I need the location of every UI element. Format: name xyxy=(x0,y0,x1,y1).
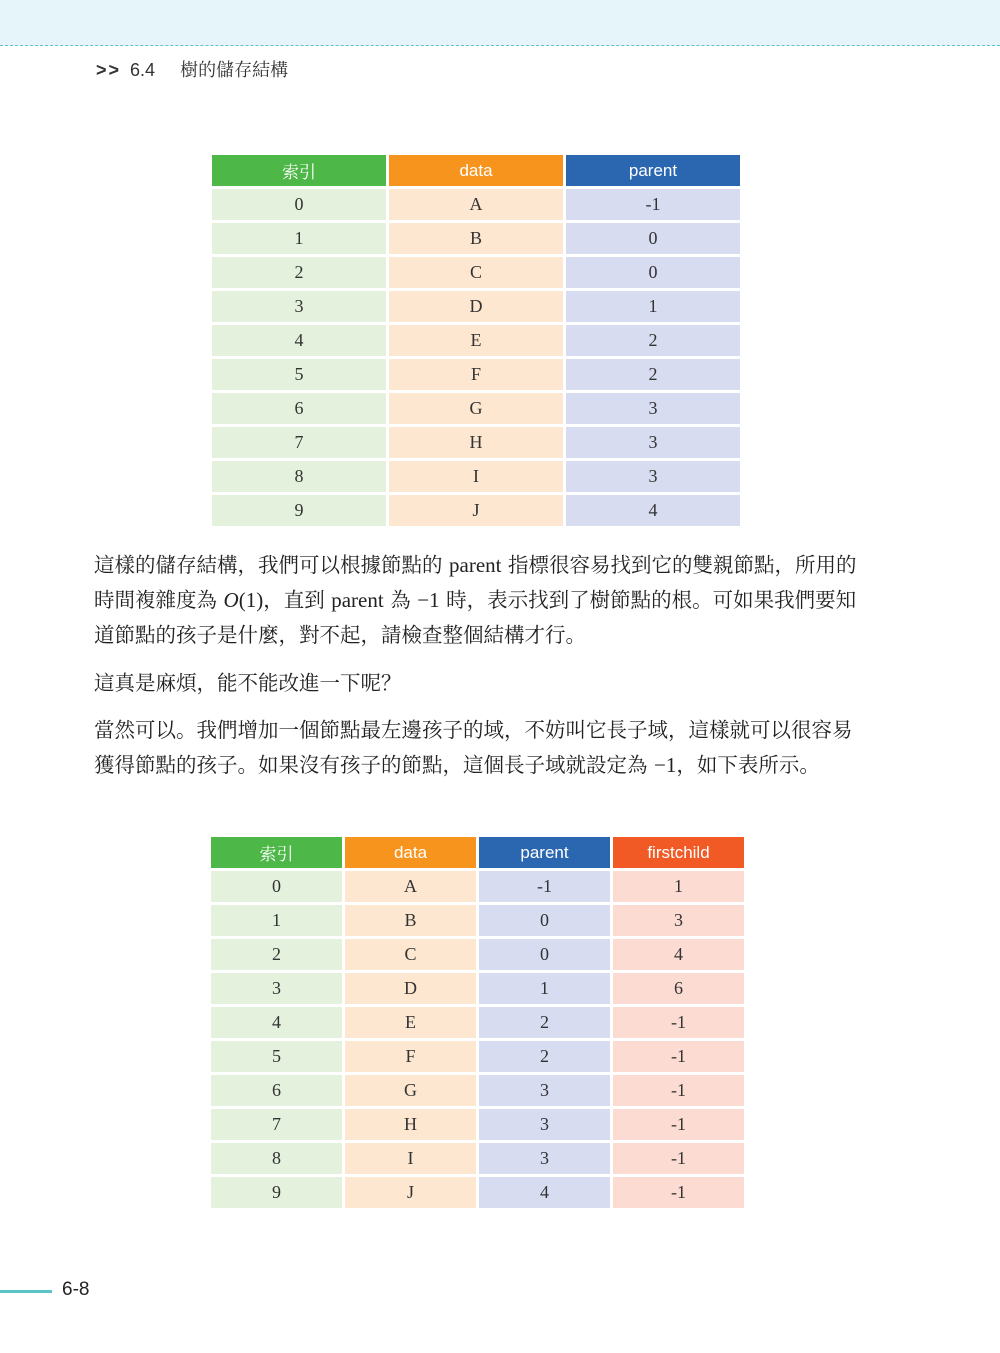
paragraph-parent-explanation xyxy=(94,548,864,653)
text-span: 這樣的儲存結構，我們可以根據節點的 xyxy=(94,553,450,577)
table-row xyxy=(211,1109,744,1140)
table-cell: -1 xyxy=(613,1109,744,1140)
table-row xyxy=(212,257,740,288)
column-header-data: data xyxy=(389,155,563,186)
big-o-arg: (1) xyxy=(238,588,264,612)
table-cell: 3 xyxy=(566,461,740,492)
table-cell: 1 xyxy=(211,905,342,936)
table-cell: 1 xyxy=(212,223,386,254)
text-span: ，直到 xyxy=(263,588,332,612)
table-cell: C xyxy=(389,257,563,288)
table-cell: A xyxy=(389,189,563,220)
column-header-index: 索引 xyxy=(212,155,386,186)
table-cell: B xyxy=(345,905,476,936)
table-row xyxy=(211,1007,744,1038)
table-row xyxy=(211,1041,744,1072)
table-cell: 3 xyxy=(211,973,342,1004)
table-cell: 2 xyxy=(212,257,386,288)
table-cell: 3 xyxy=(566,427,740,458)
text-span: 為 xyxy=(383,588,418,612)
table-cell: 8 xyxy=(212,461,386,492)
page-number: 6-8 xyxy=(62,1279,90,1300)
table-cell: J xyxy=(389,495,563,526)
table-cell: I xyxy=(389,461,563,492)
table-cell: E xyxy=(389,325,563,356)
table-row xyxy=(212,359,740,390)
table-cell: 5 xyxy=(211,1041,342,1072)
table-cell: 6 xyxy=(211,1075,342,1106)
term-parent: parent xyxy=(449,553,502,577)
table-row xyxy=(212,461,740,492)
table-cell: 0 xyxy=(211,871,342,902)
table-cell: 0 xyxy=(566,257,740,288)
table-cell: 4 xyxy=(211,1007,342,1038)
parent-firstchild-table xyxy=(208,834,747,1211)
paragraph-firstchild-explanation xyxy=(94,713,864,783)
table-cell: D xyxy=(345,973,476,1004)
table-cell: 1 xyxy=(566,291,740,322)
table-cell: 2 xyxy=(566,325,740,356)
table-cell: 7 xyxy=(211,1109,342,1140)
table-cell: J xyxy=(345,1177,476,1208)
column-header-parent: parent xyxy=(479,837,610,868)
table-cell: 1 xyxy=(613,871,744,902)
table-row xyxy=(211,1143,744,1174)
section-title: 樹的儲存結構 xyxy=(180,60,289,80)
table-row xyxy=(212,325,740,356)
table-cell: 4 xyxy=(613,939,744,970)
table-row xyxy=(212,495,740,526)
table-cell: 3 xyxy=(479,1143,610,1174)
section-number: 6.4 xyxy=(130,60,156,80)
table-cell: B xyxy=(389,223,563,254)
table-cell: 6 xyxy=(613,973,744,1004)
table-row xyxy=(212,189,740,220)
table-cell: 3 xyxy=(212,291,386,322)
table-row xyxy=(211,1075,744,1106)
value-minus-one: −1 xyxy=(417,588,440,612)
footer-accent-line xyxy=(0,1290,52,1293)
table-cell: 3 xyxy=(479,1075,610,1106)
table-cell: -1 xyxy=(479,871,610,902)
table-row xyxy=(211,973,744,1004)
table-cell: I xyxy=(345,1143,476,1174)
column-header-index: 索引 xyxy=(211,837,342,868)
text-span: 當然可以。我們增加一個節點最左邊孩子的域，不妨叫它長子域，這樣就可以很容易獲得節點的孩子。如果沒有孩子的節點，這個長子域就設定為 xyxy=(94,718,853,777)
table-row xyxy=(212,223,740,254)
table-header-row xyxy=(211,837,744,868)
table-cell: -1 xyxy=(613,1177,744,1208)
paragraph-question: 這真是麻煩，能不能改進一下呢？ xyxy=(94,671,402,695)
table-cell: 2 xyxy=(211,939,342,970)
table-cell: F xyxy=(389,359,563,390)
table-cell: 0 xyxy=(212,189,386,220)
table-cell: 4 xyxy=(479,1177,610,1208)
table-cell: 9 xyxy=(211,1177,342,1208)
table-cell: E xyxy=(345,1007,476,1038)
table-cell: -1 xyxy=(613,1007,744,1038)
table-row xyxy=(211,1177,744,1208)
table-cell: 5 xyxy=(212,359,386,390)
table-cell: -1 xyxy=(566,189,740,220)
column-header-data: data xyxy=(345,837,476,868)
table-cell: 4 xyxy=(566,495,740,526)
value-minus-one: −1 xyxy=(654,753,677,777)
table-cell: F xyxy=(345,1041,476,1072)
table-row xyxy=(212,427,740,458)
table-cell: D xyxy=(389,291,563,322)
table-cell: H xyxy=(389,427,563,458)
column-header-parent: parent xyxy=(566,155,740,186)
table-cell: H xyxy=(345,1109,476,1140)
table-cell: G xyxy=(389,393,563,424)
table-cell: 3 xyxy=(479,1109,610,1140)
chevron-right-icon: >> xyxy=(96,60,122,80)
table-cell: -1 xyxy=(613,1041,744,1072)
table-cell: 2 xyxy=(479,1007,610,1038)
table-cell: 4 xyxy=(212,325,386,356)
column-header-firstchild: firstchild xyxy=(613,837,744,868)
table-cell: G xyxy=(345,1075,476,1106)
table-row xyxy=(211,905,744,936)
parent-table xyxy=(209,152,743,529)
table-cell: -1 xyxy=(613,1143,744,1174)
table-cell: -1 xyxy=(613,1075,744,1106)
table-cell: 1 xyxy=(479,973,610,1004)
top-band xyxy=(0,0,1000,46)
table-cell: 9 xyxy=(212,495,386,526)
table-row xyxy=(211,871,744,902)
running-header xyxy=(96,56,288,82)
table-cell: 7 xyxy=(212,427,386,458)
table-cell: 0 xyxy=(566,223,740,254)
table-row xyxy=(212,291,740,322)
table-cell: C xyxy=(345,939,476,970)
table-cell: 2 xyxy=(566,359,740,390)
text-span: 時，表示找到了樹節點的根。可如果我們要知道節點的孩子是什麼，對不起，請檢查整個結構才行。 xyxy=(94,588,857,647)
table-cell: 0 xyxy=(479,939,610,970)
table-row xyxy=(211,939,744,970)
term-parent: parent xyxy=(331,588,384,612)
table-cell: 3 xyxy=(566,393,740,424)
table-cell: 0 xyxy=(479,905,610,936)
table-row xyxy=(212,393,740,424)
big-o: O xyxy=(223,588,239,612)
text-span: ，如下表所示。 xyxy=(676,753,820,777)
table-cell: 6 xyxy=(212,393,386,424)
table-cell: A xyxy=(345,871,476,902)
text-span: 指標很容易找到它的雙親節點，所用的時間複雜度為 xyxy=(94,553,857,612)
table-cell: 8 xyxy=(211,1143,342,1174)
table-cell: 2 xyxy=(479,1041,610,1072)
table-cell: 3 xyxy=(613,905,744,936)
table-header-row xyxy=(212,155,740,186)
